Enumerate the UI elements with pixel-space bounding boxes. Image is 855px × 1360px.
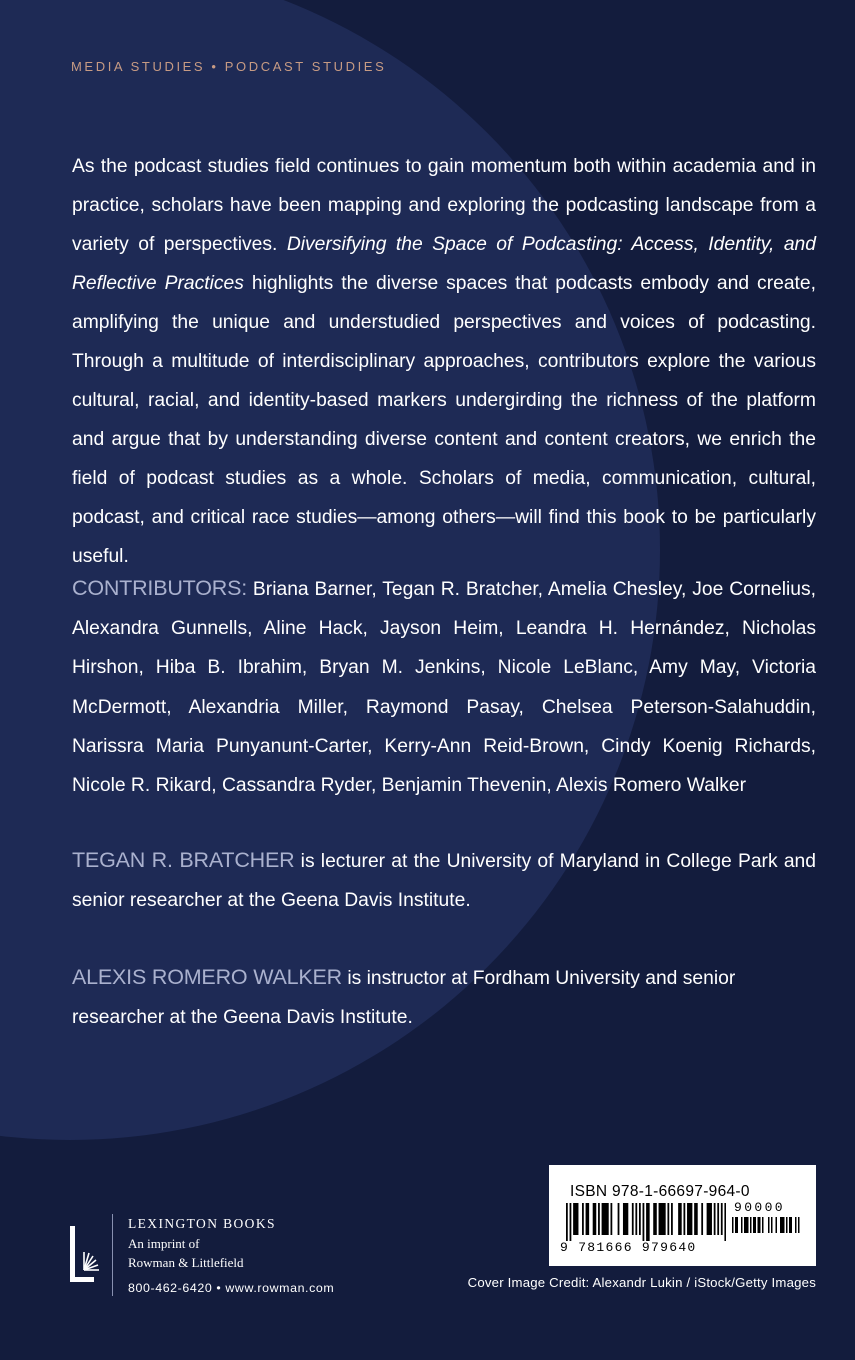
barcode-bar	[732, 1217, 734, 1233]
book-description	[72, 147, 816, 576]
barcode-bar	[570, 1203, 572, 1241]
publisher-name: LEXINGTON BOOKS	[128, 1216, 276, 1231]
publisher-logo-icon	[70, 1226, 102, 1286]
barcode-bar	[795, 1217, 797, 1233]
barcode-bar	[771, 1217, 773, 1233]
contributors-list: Briana Barner, Tegan R. Bratcher, Amelia Chesley, Joe Cornelius, Alexandra Gunnells, Aline Hack, Jayson Heim, Leandra H. Hernández, Nicholas Hirshon, Hiba B. Ibrahim, Bryan M. Jenkins, Nicole LeBlanc, Amy May, Victoria McDermott, Alexandria Miller, Raymond Pasay, Chelsea Peterson-Salahuddin, Narissra Maria Punyanunt-Carter, Kerry-Ann Reid-Brown, Cindy Koenig Richards, Nicole R. Rikard, Cassandra Ryder, Benjamin Thevenin, Alexis Romero Walker	[72, 579, 816, 797]
barcode-bar	[798, 1217, 800, 1233]
editor-name: TEGAN R. BRATCHER	[72, 848, 295, 872]
barcode-bar	[714, 1203, 716, 1235]
barcode-bar	[639, 1203, 641, 1235]
barcode-bar	[780, 1217, 785, 1233]
barcode-bar	[768, 1217, 770, 1233]
barcode-bar	[667, 1203, 669, 1235]
barcode-bar	[635, 1203, 637, 1235]
editor-bio-text: is instructor at Fordham University and senior researcher at the Geena Davis Institute.	[72, 968, 736, 1028]
barcode-bar	[566, 1203, 568, 1241]
ean-barcode	[566, 1203, 726, 1241]
barcode-bar	[687, 1203, 692, 1235]
barcode-bar	[643, 1203, 645, 1241]
description-intro: As the podcast studies field continues to gain momentum both within academia and in practice, scholars have been mapping and exploring the podcasting landscape from a variety of perspectives.	[72, 156, 816, 255]
barcode-bar	[762, 1217, 764, 1233]
barcode-bar	[721, 1203, 723, 1235]
parent-publisher: Rowman & Littlefield	[128, 1255, 244, 1270]
barcode-bar	[758, 1217, 761, 1233]
barcode-bar	[694, 1203, 698, 1235]
barcode-bar	[789, 1217, 792, 1233]
contributors-section	[72, 569, 816, 805]
barcode-bar	[786, 1217, 788, 1233]
category-label: MEDIA STUDIES • PODCAST STUDIES	[71, 59, 387, 74]
barcode-bar	[593, 1203, 597, 1235]
barcode-bar	[582, 1203, 584, 1235]
contributors-heading: CONTRIBUTORS:	[72, 576, 247, 600]
barcode-bar	[753, 1217, 756, 1233]
barcode-bar	[724, 1203, 726, 1241]
barcode-bar	[750, 1217, 752, 1233]
barcode-bar	[611, 1203, 613, 1235]
barcode-bar	[659, 1203, 666, 1235]
barcode-bar	[623, 1203, 628, 1235]
editor-name: ALEXIS ROMERO WALKER	[72, 965, 342, 989]
barcode-bar	[598, 1203, 600, 1235]
publisher-divider	[112, 1214, 113, 1296]
barcode-bar	[744, 1217, 749, 1233]
barcode-bar	[646, 1203, 650, 1241]
barcode-bar	[678, 1203, 682, 1235]
description-body: highlights the diverse spaces that podcasts embody and create, amplifying the unique and understudied perspectives and voices of podcasting. Through a multitude of interdisciplinary approaches, contributors explore the various cultural, racial, and identity-based markers undergirding the richness of the platform and argue that by understanding diverse content and content creators, we enrich the field of podcast studies as a whole. Scholars of media, communication, cultural, podcast, and critical race studies—among others—will find this book to be particularly useful.	[72, 273, 816, 567]
barcode-bar	[632, 1203, 634, 1235]
barcode-bar	[618, 1203, 620, 1235]
barcode-bar	[741, 1217, 743, 1233]
barcode-bar	[735, 1217, 738, 1233]
isbn-barcode-panel	[549, 1165, 816, 1266]
barcode-bar	[586, 1203, 590, 1235]
barcode-bar	[701, 1203, 703, 1235]
barcode-bar	[671, 1203, 673, 1235]
barcode-bar	[776, 1217, 778, 1233]
barcode-bar	[717, 1203, 719, 1235]
barcode-bar	[653, 1203, 657, 1235]
book-title: Diversifying the Space of Podcasting: Access, Identity, and Reflective Practices	[72, 234, 816, 294]
publisher-text	[128, 1214, 388, 1298]
barcode-digits: 9 781666 979640	[560, 1240, 697, 1255]
barcode-bar	[573, 1203, 578, 1235]
editor-bio	[72, 958, 816, 1037]
imprint-line: An imprint of	[128, 1235, 200, 1251]
isbn-number: ISBN 978-1-66697-964-0	[570, 1183, 750, 1200]
barcode-bar	[707, 1203, 712, 1235]
barcode-bar	[683, 1203, 685, 1235]
publisher-contact: 800-462-6420 • www.rowman.com	[128, 1280, 335, 1295]
cover-image-credit: Cover Image Credit: Alexandr Lukin / iStock/Getty Images	[467, 1275, 816, 1290]
barcode-bar	[602, 1203, 609, 1235]
editor-bio-text: is lecturer at the University of Maryland in College Park and senior researcher at the Geena Davis Institute.	[72, 851, 816, 911]
barcode-addon-digits: 90000	[734, 1200, 786, 1215]
editor-bio	[72, 841, 816, 920]
addon-barcode	[732, 1217, 802, 1255]
